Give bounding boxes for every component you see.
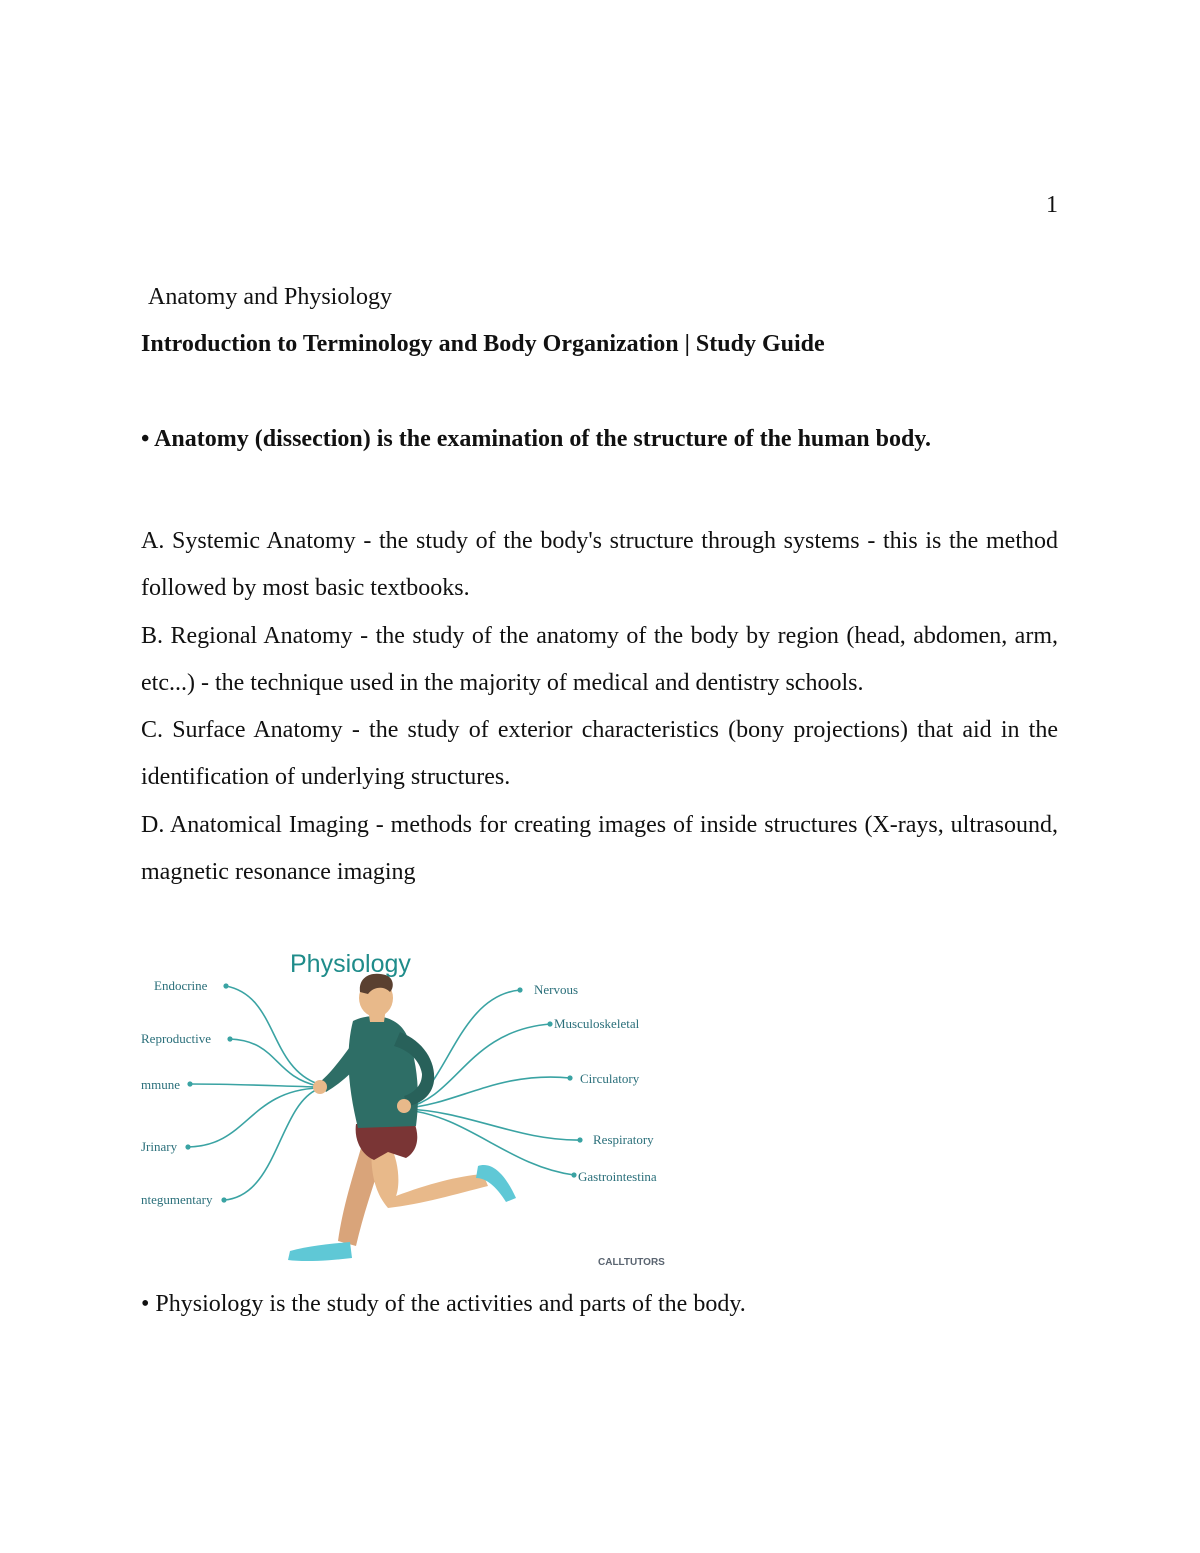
- list-item: A. Systemic Anatomy - the study of the body's structure through systems - this is the method followed by most basic textbooks.: [141, 528, 1058, 602]
- guide-title: Introduction to Terminology and Body Organization | Study Guide: [141, 331, 825, 357]
- physiology-figure: [138, 946, 668, 1276]
- course-title: Anatomy and Physiology: [148, 284, 392, 310]
- list-item: D. Anatomical Imaging - methods for creating images of inside structures (X-rays, ultrasound, magnetic resonance imaging: [141, 811, 1058, 886]
- label-respiratory: Respiratory: [593, 1132, 654, 1147]
- running-man-illustration: [138, 946, 668, 1276]
- label-immune: mmune: [141, 1077, 180, 1092]
- label-reproductive: Reproductive: [141, 1031, 212, 1046]
- label-circulatory: Circulatory: [580, 1071, 640, 1086]
- label-nervous: Nervous: [534, 982, 579, 997]
- label-musculoskeletal: Musculoskeletal: [554, 1016, 640, 1031]
- label-endocrine: Endocrine: [154, 978, 208, 993]
- runner: [288, 974, 516, 1261]
- figure-title: Physiology: [290, 950, 411, 978]
- figure-credit: CALLTUTORS: [598, 1257, 665, 1268]
- label-urinary: Jrinary: [141, 1139, 178, 1154]
- anatomy-definition-bullet: • Anatomy (dissection) is the examination of the structure of the human body.: [141, 426, 931, 452]
- physiology-definition-bullet: • Physiology is the study of the activities and parts of the body.: [141, 1291, 746, 1317]
- list-item: B. Regional Anatomy - the study of the anatomy of the body by region (head, abdomen, arm, etc...) - the technique used in the majority of medical and dentistry schools.: [141, 622, 1058, 696]
- list-item: C. Surface Anatomy - the study of exterior characteristics (bony projections) that aid in the identification of underlying structures.: [141, 717, 1058, 791]
- label-gastrointestinal: Gastrointestina: [578, 1169, 657, 1184]
- page-number: 1: [1046, 192, 1058, 218]
- label-integumentary: ntegumentary: [141, 1192, 213, 1207]
- anatomy-items-list: [141, 518, 1058, 896]
